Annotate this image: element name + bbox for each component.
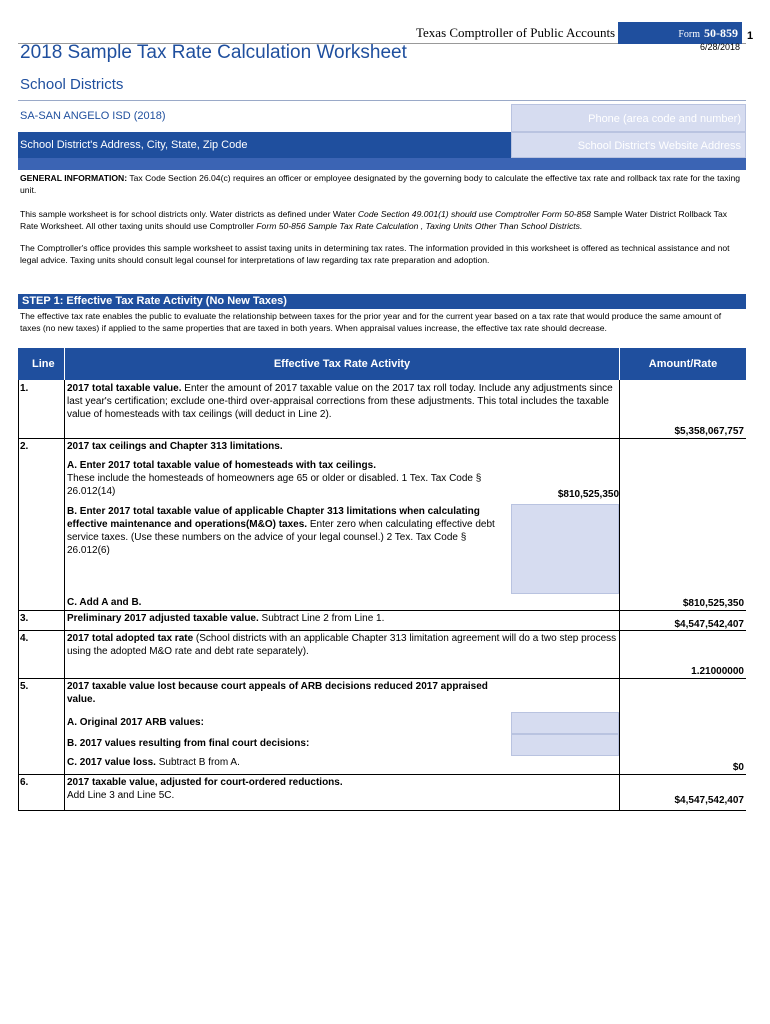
line-number: 4. xyxy=(20,633,29,644)
line3-amount: $4,547,542,407 xyxy=(674,619,744,630)
line-number: 3. xyxy=(20,613,29,624)
line4-title: 2017 total adopted tax rate xyxy=(67,633,194,644)
p2-text-d: Form 50-856 Sample Tax Rate Calculation , Taxing Units Other Than School Districts. xyxy=(256,221,583,231)
line-number: 1. xyxy=(20,383,29,394)
line5a-input[interactable] xyxy=(511,712,619,734)
line4-description xyxy=(67,632,617,658)
step1-heading: STEP 1: Effective Tax Rate Activity (No New Taxes) xyxy=(18,294,746,309)
address-field[interactable] xyxy=(18,132,511,158)
grid-line xyxy=(18,678,746,679)
p2-text-b: Code Section 49.001(1) should use Comptroller Form 50-858 xyxy=(357,209,591,219)
line2-title xyxy=(67,440,617,453)
line-number: 2. xyxy=(20,441,29,452)
form-number-badge xyxy=(618,22,742,44)
line2a-description xyxy=(67,459,507,498)
line6-text: Add Line 3 and Line 5C. xyxy=(67,790,175,801)
p2-text-c: Sample Water District Rollback Tax Rate Worksheet. All other taxing units should use Comptroller xyxy=(20,209,728,231)
grid-line xyxy=(18,380,19,810)
line3-text: Subtract Line 2 from Line 1. xyxy=(258,613,385,624)
line4-text: (School districts with an applicable Chapter 313 limitation agreement will do a two step process using the adopted M&O rate and debt rate separately). xyxy=(67,633,617,657)
phone-placeholder: Phone (area code and number) xyxy=(588,113,741,125)
district-name: SA-SAN ANGELO ISD (2018) xyxy=(20,110,166,122)
line2b-input[interactable] xyxy=(511,504,619,594)
line2c-title: C. Add A and B. xyxy=(67,597,142,608)
revision-date: 6/28/2018 xyxy=(700,42,741,52)
form-number: 50-859 xyxy=(704,26,738,40)
line2-title-text: 2017 tax ceilings and Chapter 313 limitations. xyxy=(67,441,283,452)
line1-amount: $5,358,067,757 xyxy=(674,426,744,437)
website-placeholder: School District's Website Address xyxy=(577,140,741,152)
page-number: 1 xyxy=(747,30,754,42)
line1-description xyxy=(67,382,617,421)
grid-line xyxy=(18,774,746,775)
line6-amount: $4,547,542,407 xyxy=(674,795,744,806)
line5b-input[interactable] xyxy=(511,734,619,756)
line6-title: 2017 taxable value, adjusted for court-ordered reductions. xyxy=(67,777,343,788)
general-info-p2 xyxy=(20,208,742,232)
grid-line xyxy=(18,438,746,439)
step1-description: The effective tax rate enables the public to evaluate the relationship between taxes for the prior year and for the current year based on a tax rate that would produce the same amount of taxes (no new taxes) if applied to the same properties that are taxed in both years. When appraisal values increase, the effective tax rate should decrease. xyxy=(20,311,722,333)
line2-amount: $810,525,350 xyxy=(682,598,744,609)
agency-name: Texas Comptroller of Public Accounts xyxy=(416,25,616,40)
address-placeholder: School District's Address, City, State, Zip Code xyxy=(20,139,248,151)
line2a-amount: $810,525,350 xyxy=(557,489,619,500)
line1-title: 2017 total taxable value. xyxy=(67,383,182,394)
general-info-label: GENERAL INFORMATION: xyxy=(20,173,128,183)
line3-title: Preliminary 2017 adjusted taxable value. xyxy=(67,613,259,624)
line-number: 5. xyxy=(20,681,29,692)
line2a-title: A. Enter 2017 total taxable value of homesteads with tax ceilings. xyxy=(67,460,376,471)
phone-field[interactable] xyxy=(511,104,746,132)
line2b-title: B. Enter 2017 total taxable value of applicable Chapter 313 limitations when calculating effective maintenance and operations(M&O) taxes. xyxy=(67,506,480,530)
line2b-text: Enter zero when calculating effective debt service taxes. (Use these numbers on the advice of your legal counsel.) 2 Tex. Tax Code § 26.012(6) xyxy=(67,519,495,556)
general-info-p3: The Comptroller's office provides this sample worksheet to assist taxing units in determining tax rates. The information provided in this worksheet is offered as technical assistance and not legal advice. Taxing units should consult legal counsel for interpretations of law regarding tax rate preparation and adoption. xyxy=(20,243,730,265)
col-line-header: Line xyxy=(18,348,64,380)
line2a-text: These include the homesteads of homeowners age 65 or older or disabled. 1 Tex. Tax Code § 26.012(14) xyxy=(67,473,482,497)
section-band xyxy=(18,158,746,170)
general-info xyxy=(20,172,742,196)
line5c-description xyxy=(67,756,617,769)
line5-amount: $0 xyxy=(732,762,744,773)
grid-line xyxy=(18,610,746,611)
line1-text: Enter the amount of 2017 taxable value on the 2017 tax roll today. Include any adjustments since last year's certification; exclude one-third over-appraisal corrections from these adjustments. This total includes the taxable value of homesteads with tax ceilings (will deduct in Line 2). xyxy=(67,383,613,420)
form-label: Form xyxy=(678,29,700,40)
grid-line xyxy=(18,810,746,811)
grid-line xyxy=(18,630,746,631)
general-info-text: Tax Code Section 26.04(c) requires an officer or employee designated by the governing body to calculate the effective tax rate and rollback tax rate for the taxing unit. xyxy=(20,173,741,195)
line5a-title: A. Original 2017 ARB values: xyxy=(67,717,204,728)
col-amount-header: Amount/Rate xyxy=(620,348,746,380)
divider xyxy=(18,100,746,101)
page-title: 2018 Sample Tax Rate Calculation Worksheet xyxy=(20,42,407,63)
line-number: 6. xyxy=(20,777,29,788)
line2b-description xyxy=(67,505,507,557)
grid-line xyxy=(619,380,620,810)
line5c-text: Subtract B from A. xyxy=(155,757,240,768)
line5-title xyxy=(67,680,497,706)
line5c-title: C. 2017 value loss. xyxy=(67,757,156,768)
line5-title-text: 2017 taxable value lost because court appeals of ARB decisions reduced 2017 appraised value. xyxy=(67,681,488,705)
website-field[interactable] xyxy=(511,132,746,158)
line6-description xyxy=(67,776,617,802)
col-activity-header: Effective Tax Rate Activity xyxy=(65,348,619,380)
line3-description xyxy=(67,612,617,625)
page-subtitle: School Districts xyxy=(20,76,124,93)
grid-line xyxy=(64,380,65,810)
line5b-title: B. 2017 values resulting from final court decisions: xyxy=(67,738,310,749)
line4-amount: 1.21000000 xyxy=(691,666,744,677)
p2-text-a: This sample worksheet is for school districts only. Water districts as defined under Water xyxy=(20,209,358,219)
line2c-description xyxy=(67,596,617,609)
